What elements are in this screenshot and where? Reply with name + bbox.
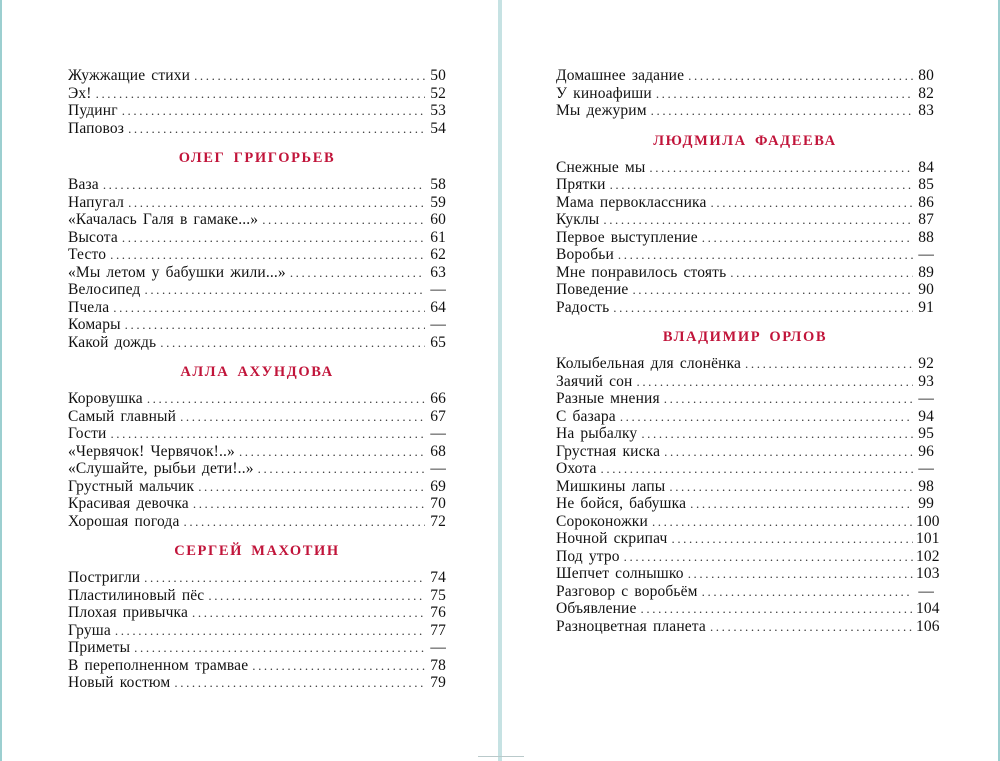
toc-entry-page: 66: [430, 390, 446, 407]
toc-entry-page: —: [918, 390, 934, 407]
dot-leader: [180, 408, 425, 426]
dot-leader: [620, 408, 913, 426]
toc-entry: [556, 425, 934, 443]
dot-leader: [134, 639, 425, 657]
toc-entry: [556, 512, 940, 531]
toc-entry-page: 96: [918, 442, 934, 460]
dot-leader: [103, 176, 425, 194]
toc-entry-page: —: [430, 281, 446, 298]
dot-leader: [290, 264, 425, 282]
dot-leader: [144, 569, 425, 587]
toc-entry-title: Заячий сон: [556, 372, 633, 390]
dot-leader: [115, 622, 425, 640]
dot-leader: [710, 618, 913, 636]
toc-entry: [68, 264, 446, 282]
toc-entry-page: 86: [918, 193, 934, 211]
toc-entry-title: Напугал: [68, 193, 125, 211]
dot-leader: [208, 587, 425, 605]
toc-entry: [68, 408, 446, 426]
toc-entry-page: 95: [918, 425, 934, 442]
toc-entry: [556, 194, 934, 212]
toc-entry-page: 60: [430, 211, 446, 228]
toc-entry-page: —: [918, 460, 934, 477]
toc-entry: [556, 565, 940, 583]
toc-entry: [556, 67, 934, 85]
toc-entry-title: Грустная киска: [556, 442, 661, 460]
toc-entry-title: Грустный мальчик: [68, 477, 195, 495]
toc-entry: [68, 425, 446, 443]
toc-entry: [68, 229, 446, 247]
dot-leader: [730, 264, 913, 282]
toc-entry-page: 82: [918, 84, 934, 102]
toc-entry-page: 79: [430, 674, 446, 691]
toc-entry-title: Поведение: [556, 281, 629, 298]
toc-entry-title: Прятки: [556, 176, 606, 193]
toc-entry-page: —: [430, 460, 446, 477]
dot-leader: [192, 604, 425, 622]
dot-leader: [641, 425, 913, 443]
toc-entry: [556, 246, 934, 264]
toc-entry-title: В переполненном трамвае: [68, 656, 249, 674]
toc-entry-title: Охота: [556, 460, 597, 477]
toc-entry: [68, 120, 446, 138]
dot-leader: [125, 316, 425, 334]
toc-entry-title: Плохая привычка: [68, 604, 189, 621]
dot-leader: [194, 67, 425, 85]
dot-leader: [688, 565, 913, 583]
toc-entry-title: Мы дежурим: [556, 102, 647, 119]
dot-leader: [160, 334, 425, 352]
toc-entry: [556, 281, 934, 299]
dot-leader: [652, 513, 913, 531]
toc-entry-page: 50: [430, 67, 446, 84]
toc-entry-title: Паповоз: [68, 119, 125, 137]
toc-entry-title: Велосипед: [68, 281, 141, 298]
toc-entry-page: 52: [430, 84, 446, 102]
dot-leader: [711, 194, 913, 212]
toc-entry: [68, 513, 446, 531]
toc-entry: [556, 390, 934, 408]
dot-leader: [193, 495, 425, 513]
toc-entry: [68, 67, 446, 85]
toc-entry-title: Снежные мы: [556, 158, 646, 176]
toc-entry: [556, 373, 934, 391]
toc-entry-page: 77: [430, 621, 446, 639]
toc-entry: [556, 583, 934, 601]
dot-leader: [632, 281, 913, 299]
toc-entry-page: 78: [430, 656, 446, 674]
toc-entry-page: 104: [916, 600, 940, 617]
toc-entry-page: 90: [918, 281, 934, 298]
toc-entry: [68, 657, 446, 675]
dot-leader: [664, 390, 913, 408]
dot-leader: [669, 478, 913, 496]
toc-entry: [556, 211, 934, 229]
toc-entry-title: Комары: [68, 316, 121, 333]
dot-leader: [624, 548, 913, 566]
toc-entry: [68, 211, 446, 229]
dot-leader: [258, 460, 425, 478]
toc-entry-title: Разноцветная планета: [556, 617, 706, 635]
toc-entry: [68, 622, 446, 640]
toc-entry-page: 85: [918, 176, 934, 193]
toc-entry-page: 67: [430, 407, 446, 425]
toc-entry: [68, 176, 446, 194]
toc-entry-title: Приметы: [68, 639, 131, 656]
toc-entry-page: —: [430, 639, 446, 656]
toc-entry-title: Гости: [68, 425, 107, 442]
toc-entry-title: Шепчет солнышко: [556, 565, 684, 582]
dot-leader: [183, 513, 425, 531]
toc-entry: [68, 85, 446, 103]
toc-entry-page: 58: [430, 176, 446, 193]
toc-entry-title: Высота: [68, 228, 118, 246]
toc-entry: [68, 443, 446, 461]
toc-entry-page: 69: [430, 477, 446, 495]
toc-entry: [68, 334, 446, 352]
toc-entry: [68, 246, 446, 264]
dot-leader: [147, 390, 425, 408]
toc-right-column: [556, 67, 940, 635]
toc-entry: [68, 478, 446, 496]
toc-entry-title: На рыбалку: [556, 425, 638, 442]
dot-leader: [613, 299, 913, 317]
toc-entry: [68, 194, 446, 212]
toc-entry: [556, 443, 934, 461]
toc-entry-title: Тесто: [68, 246, 107, 263]
toc-entry-page: 102: [916, 547, 940, 565]
toc-entry-title: Мне понравилось стоять: [556, 263, 727, 281]
toc-entry-title: Какой дождь: [68, 333, 157, 351]
toc-entry-title: Новый костюм: [68, 674, 171, 691]
toc-entry: [556, 176, 934, 194]
toc-entry-title: Груша: [68, 621, 111, 639]
toc-entry-page: 72: [430, 512, 446, 530]
toc-entry-page: 93: [918, 372, 934, 390]
dot-leader: [649, 159, 913, 177]
toc-entry-page: 54: [430, 119, 446, 137]
toc-entry: [556, 617, 940, 636]
author-heading: ОЛЕГ ГРИГОРЬЕВ: [178, 150, 336, 166]
toc-entry-title: Не бойся, бабушка: [556, 495, 687, 512]
dot-leader: [174, 674, 425, 692]
toc-entry-page: —: [430, 425, 446, 442]
dot-leader: [702, 229, 913, 247]
toc-entry-title: «Качалась Галя в гамаке...»: [68, 211, 259, 228]
dot-leader: [198, 478, 425, 496]
toc-entry-title: Пластилиновый пёс: [68, 586, 205, 604]
toc-entry-title: Первое выступление: [556, 228, 698, 246]
toc-entry-title: Сороконожки: [556, 512, 648, 530]
toc-entry: [68, 460, 446, 478]
toc-entry-page: 88: [918, 228, 934, 246]
toc-entry: [556, 408, 934, 426]
toc-entry-page: 92: [918, 355, 934, 372]
dot-leader: [745, 355, 913, 373]
toc-entry-title: У киноафиши: [556, 84, 652, 102]
dot-leader: [664, 443, 913, 461]
toc-entry-page: —: [918, 246, 934, 263]
toc-entry-page: 76: [430, 604, 446, 621]
dot-leader: [671, 530, 913, 548]
toc-entry: [68, 390, 446, 408]
toc-entry-title: Разговор с воробьём: [556, 582, 698, 600]
toc-entry: [556, 264, 934, 282]
toc-entry-page: 65: [430, 333, 446, 351]
toc-entry-page: 106: [916, 617, 940, 635]
toc-entry-page: 99: [918, 495, 934, 512]
toc-entry-page: 100: [916, 512, 940, 530]
toc-entry-title: С базара: [556, 407, 616, 425]
dot-leader: [636, 373, 913, 391]
toc-entry: [68, 639, 446, 657]
toc-entry: [68, 569, 446, 587]
toc-entry-title: Воробьи: [556, 246, 614, 263]
toc-entry: [68, 495, 446, 513]
toc-entry: [68, 587, 446, 605]
dot-leader: [110, 425, 425, 443]
author-heading: ЛЮДМИЛА ФАДЕЕВА: [653, 132, 837, 149]
toc-entry-page: —: [918, 582, 934, 600]
toc-entry: [556, 478, 934, 496]
author-heading: СЕРГЕЙ МАХОТИН: [174, 543, 340, 559]
dot-leader: [96, 85, 425, 103]
dot-leader: [110, 246, 425, 264]
toc-entry: [68, 281, 446, 299]
toc-entry-title: Постригли: [68, 569, 141, 586]
toc-entry-title: Ваза: [68, 176, 99, 193]
dot-leader: [128, 120, 425, 138]
toc-entry-page: 101: [916, 530, 940, 547]
dot-leader: [144, 281, 425, 299]
dot-leader: [603, 211, 913, 229]
toc-entry: [556, 355, 934, 373]
toc-entry-title: Под утро: [556, 547, 620, 565]
dot-leader: [641, 600, 913, 618]
dot-leader: [113, 299, 425, 317]
dot-leader: [128, 194, 425, 212]
toc-entry: [556, 600, 940, 618]
toc-entry: [68, 316, 446, 334]
toc-entry: [556, 495, 934, 513]
toc-entry-title: Пудинг: [68, 102, 118, 119]
toc-entry: [556, 530, 940, 548]
toc-entry-title: Коровушка: [68, 390, 143, 407]
toc-entry-title: Пчела: [68, 298, 110, 316]
toc-entry-page: 53: [430, 102, 446, 119]
author-heading: АЛЛА АХУНДОВА: [180, 364, 334, 380]
toc-entry-page: 89: [918, 263, 934, 281]
dot-leader: [688, 67, 913, 85]
toc-entry-page: 70: [430, 495, 446, 512]
toc-entry: [556, 159, 934, 177]
toc-entry: [556, 299, 934, 317]
dot-leader: [122, 229, 425, 247]
toc-entry-title: Эх!: [68, 84, 92, 102]
toc-entry-title: Самый главный: [68, 407, 177, 425]
dot-leader: [702, 583, 913, 601]
dot-leader: [601, 460, 914, 478]
toc-entry-page: —: [430, 316, 446, 333]
toc-entry-title: Объявление: [556, 600, 637, 617]
dot-leader: [656, 85, 913, 103]
toc-entry-title: Домашнее задание: [556, 67, 685, 84]
toc-entry-page: 74: [430, 569, 446, 586]
toc-entry-page: 87: [918, 211, 934, 228]
toc-entry-page: 59: [430, 193, 446, 211]
dot-leader: [610, 176, 913, 194]
toc-entry-title: «Мы летом у бабушки жили...»: [68, 263, 286, 281]
toc-entry-page: 83: [918, 102, 934, 119]
toc-entry-page: 64: [430, 298, 446, 316]
toc-entry-page: 62: [430, 246, 446, 263]
toc-entry: [68, 299, 446, 317]
dot-leader: [239, 443, 425, 461]
author-heading: ВЛАДИМИР ОРЛОВ: [662, 329, 828, 345]
toc-entry-page: 94: [918, 407, 934, 425]
toc-entry-page: 63: [430, 263, 446, 281]
toc-entry-page: 91: [918, 298, 934, 316]
toc-entry: [68, 674, 446, 692]
toc-entry-title: «Слушайте, рыбьи дети!..»: [68, 460, 254, 477]
toc-entry-title: Хорошая погода: [68, 512, 180, 530]
toc-entry: [556, 460, 934, 478]
toc-entry-page: 61: [430, 228, 446, 246]
toc-entry: [68, 102, 446, 120]
gutter-mark: [478, 756, 524, 760]
dot-leader: [252, 657, 425, 675]
toc-entry-title: Красивая девочка: [68, 495, 189, 512]
toc-entry-title: Радость: [556, 298, 610, 316]
toc-entry-page: 75: [430, 586, 446, 604]
dot-leader: [262, 211, 425, 229]
dot-leader: [690, 495, 913, 513]
toc-entry: [68, 604, 446, 622]
toc-entry: [556, 229, 934, 247]
toc-entry-title: Куклы: [556, 211, 600, 228]
toc-entry: [556, 547, 940, 566]
toc-entry-title: Разные мнения: [556, 390, 660, 407]
toc-entry-page: 84: [918, 158, 934, 176]
toc-entry-title: Мама первоклассника: [556, 193, 707, 211]
dot-leader: [122, 102, 425, 120]
toc-entry-title: Ночной скрипач: [556, 530, 668, 547]
toc-entry: [556, 85, 934, 103]
toc-entry-title: Жужжащие стихи: [68, 67, 191, 84]
toc-entry-page: 98: [918, 477, 934, 495]
dot-leader: [618, 246, 913, 264]
toc-entry-title: «Червячок! Червячок!..»: [68, 442, 235, 460]
toc-entry-page: 68: [430, 442, 446, 460]
toc-left-column: [68, 67, 446, 692]
toc-entry-title: Мишкины лапы: [556, 477, 666, 495]
toc-entry-title: Колыбельная для слонёнка: [556, 355, 742, 372]
toc-entry: [556, 102, 934, 120]
dot-leader: [651, 102, 913, 120]
toc-entry-page: 80: [918, 67, 934, 84]
toc-entry-page: 103: [916, 565, 940, 582]
